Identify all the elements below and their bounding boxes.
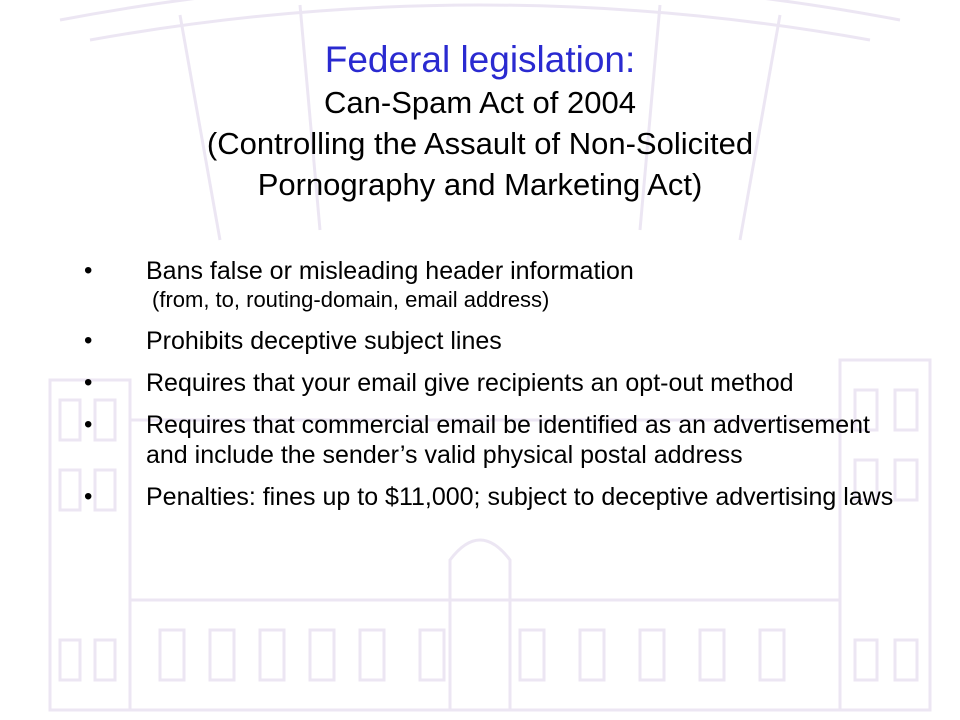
title-main: Federal legislation:	[324, 39, 636, 80]
bullet-icon: •	[84, 369, 93, 396]
bullet-icon: •	[84, 483, 93, 510]
title-line-2: (Controlling the Assault of Non-Solicited	[206, 126, 754, 161]
bullet-text: Prohibits deceptive subject lines	[146, 327, 502, 355]
title-line-1: Can-Spam Act of 2004	[324, 85, 636, 120]
bullet-icon: •	[84, 327, 93, 354]
bullet-subtext: (from, to, routing-domain, email address)	[152, 287, 550, 312]
bullet-text: Bans false or misleading header information	[146, 257, 634, 285]
bullet-icon: •	[84, 257, 93, 284]
bullet-icon: •	[84, 411, 93, 438]
bullet-text: Requires that commercial email be identified as an advertisement and include the sender’s valid physical postal address	[146, 411, 870, 469]
bullet-text: Penalties: fines up to $11,000; subject to deceptive advertising laws	[146, 483, 894, 511]
bullet-item	[0, 482, 960, 512]
bullet-item	[0, 410, 960, 470]
bullet-item	[0, 326, 960, 356]
bullet-text: Requires that your email give recipients an opt-out method	[146, 369, 794, 397]
title-line-3: Pornography and Marketing Act)	[257, 167, 703, 202]
bullet-list	[0, 256, 960, 524]
bullet-item	[0, 256, 960, 314]
slide-title	[0, 38, 960, 205]
bullet-item	[0, 368, 960, 398]
